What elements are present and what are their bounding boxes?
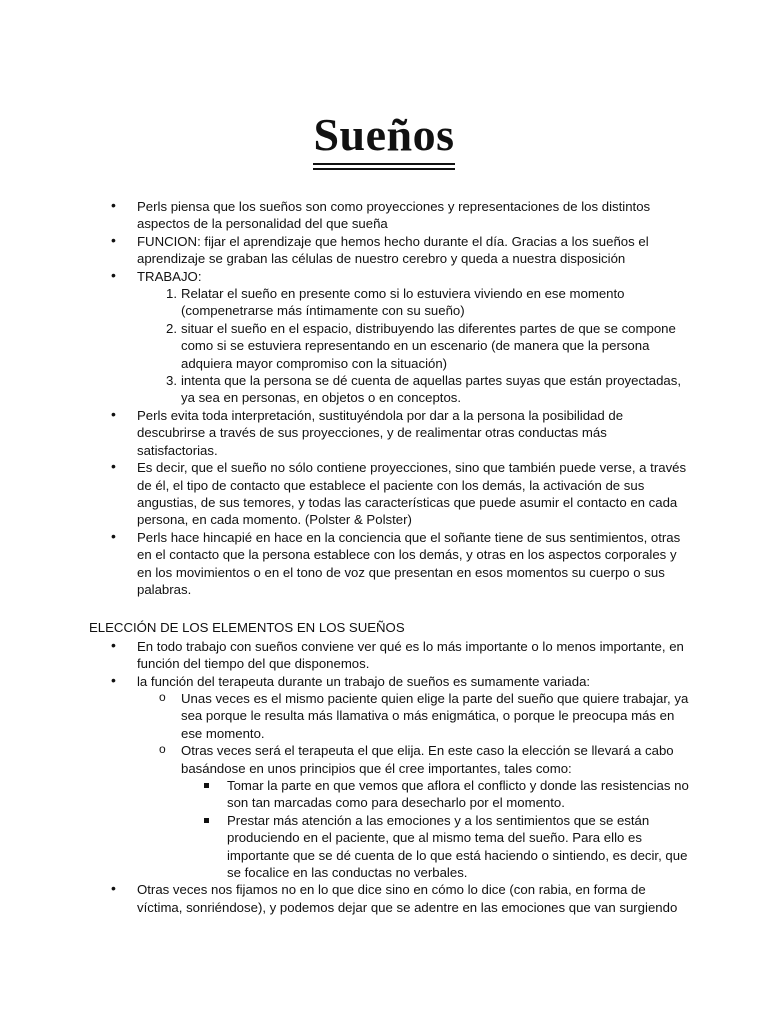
sub-sub-item-text: Tomar la parte en que vemos que aflora el conflicto y donde las resistencias no son tan marcadas como para desecharlo por el momento. (227, 778, 689, 811)
page-title (0, 108, 768, 165)
item-text: situar el sueño en el espacio, distribuyendo las diferentes partes de que se compone como si se estuviera representando en un escenario (de manera que la persona adquiera mayor compromiso con la situación) (181, 320, 676, 371)
list-item (89, 881, 689, 916)
numbered-item (89, 320, 689, 372)
square-bullet-icon (204, 783, 209, 788)
bullet-icon: • (111, 458, 116, 475)
sub-sub-item (89, 812, 689, 882)
circle-bullet-icon: o (159, 742, 166, 757)
list-item (89, 233, 689, 268)
numbered-list (137, 285, 689, 407)
bullet-icon: • (111, 231, 116, 248)
bullet-text: FUNCION: fijar el aprendizaje que hemos hecho durante el día. Gracias a los sueños el aprendizaje se graban las células de nuestro cerebro y queda a nuestra disposición (137, 233, 649, 267)
bullet-icon: • (111, 671, 116, 688)
bullet-text: Otras veces nos fijamos no en lo que dice sino en cómo lo dice (con rabia, en forma de víctima, sonriéndose), y podemos dejar que se adentre en las emociones que van surgiendo (137, 882, 678, 915)
sub-sub-item (89, 777, 689, 812)
sub-item (89, 742, 689, 881)
bullet-icon: • (111, 527, 116, 544)
numbered-item (89, 285, 689, 320)
bullet-text: Perls piensa que los sueños son como proyecciones y representaciones de los distintos aspectos de la personalidad del que sueña (137, 199, 651, 232)
bullet-text: Perls evita toda interpretación, sustituyéndola por dar a la persona la posibilidad de descubrirse a través de sus proyecciones, y de realimentar otras conductas más satisfactorias. (137, 407, 624, 458)
bullet-text: Es decir, que el sueño no sólo contiene proyecciones, sino que también puede verse, a través de él, el tipo de contacto que establece el paciente con los demás, la activación de sus angustias, de sus temores, y todas las características que puede asumir el contacto en cada persona, en cada momento. (Polster & Polster) (137, 460, 687, 528)
list-item (89, 529, 689, 599)
bullet-list (89, 198, 689, 598)
list-item (89, 268, 689, 407)
sub-sub-item-text: Prestar más atención a las emociones y a los sentimientos que se están produciendo en el paciente, que al mismo tema del sueño. Para ello es importante que se dé cuenta de lo que está haciendo o sintiendo, es decir, que se focalice en las conductas no verbales. (227, 812, 688, 881)
sub-item-text: Otras veces será el terapeuta el que elija. En este caso la elección se llevará a cabo basándose en unos principios que él cree importantes, tales como: (181, 743, 674, 776)
title-text: Sueños (313, 108, 454, 165)
item-number: 3. (166, 373, 177, 389)
bullet-icon: • (111, 197, 116, 213)
bullet-text: Perls hace hincapié en hace en la conciencia que el soñante tiene de sus sentimientos, otras en el contacto que la persona establece con los demás, y otras en los aspectos corporales y en los movimientos o en el tono de voz que presentan en esos momentos su cuerpo o sus palabras. (137, 529, 681, 597)
list-item (89, 407, 689, 459)
item-number: 2. (166, 320, 177, 336)
circle-bullet-icon: o (159, 689, 166, 704)
section-heading: ELECCIÓN DE LOS ELEMENTOS EN LOS SUEÑOS (89, 620, 405, 636)
sub-list (137, 690, 689, 881)
bullet-text: TRABAJO: (137, 268, 202, 284)
bullet-text: la función del terapeuta durante un trabajo de sueños es sumamente variada: (137, 673, 591, 689)
square-bullet-icon (204, 818, 209, 823)
bullet-icon: • (111, 880, 116, 897)
bullet-text: En todo trabajo con sueños conviene ver qué es lo más importante o lo menos importante, en función del tiempo del que disponemos. (137, 638, 684, 672)
bullet-list (89, 638, 689, 917)
item-number: 1. (166, 286, 177, 302)
sub-sub-list (181, 777, 689, 881)
document-body (89, 198, 689, 916)
item-text: intenta que la persona se dé cuenta de aquellas partes suyas que están proyectadas, ya sea en personas, en objetos o en conceptos. (181, 373, 682, 406)
list-item (89, 459, 689, 529)
list-item (89, 198, 689, 233)
item-text: Relatar el sueño en presente como si lo estuviera viviendo en ese momento (compenetrarse más íntimamente con su sueño) (181, 286, 625, 319)
sub-item (89, 690, 689, 742)
bullet-icon: • (111, 405, 116, 422)
bullet-icon: • (111, 266, 116, 283)
numbered-item (89, 372, 689, 407)
list-item (89, 638, 689, 673)
sub-item-text: Unas veces es el mismo paciente quien elige la parte del sueño que quiere trabajar, ya sea porque le resulta más llamativa o más enigmática, o porque le preocupa más en ese momento. (181, 690, 689, 741)
list-item (89, 673, 689, 882)
bullet-icon: • (111, 636, 116, 653)
